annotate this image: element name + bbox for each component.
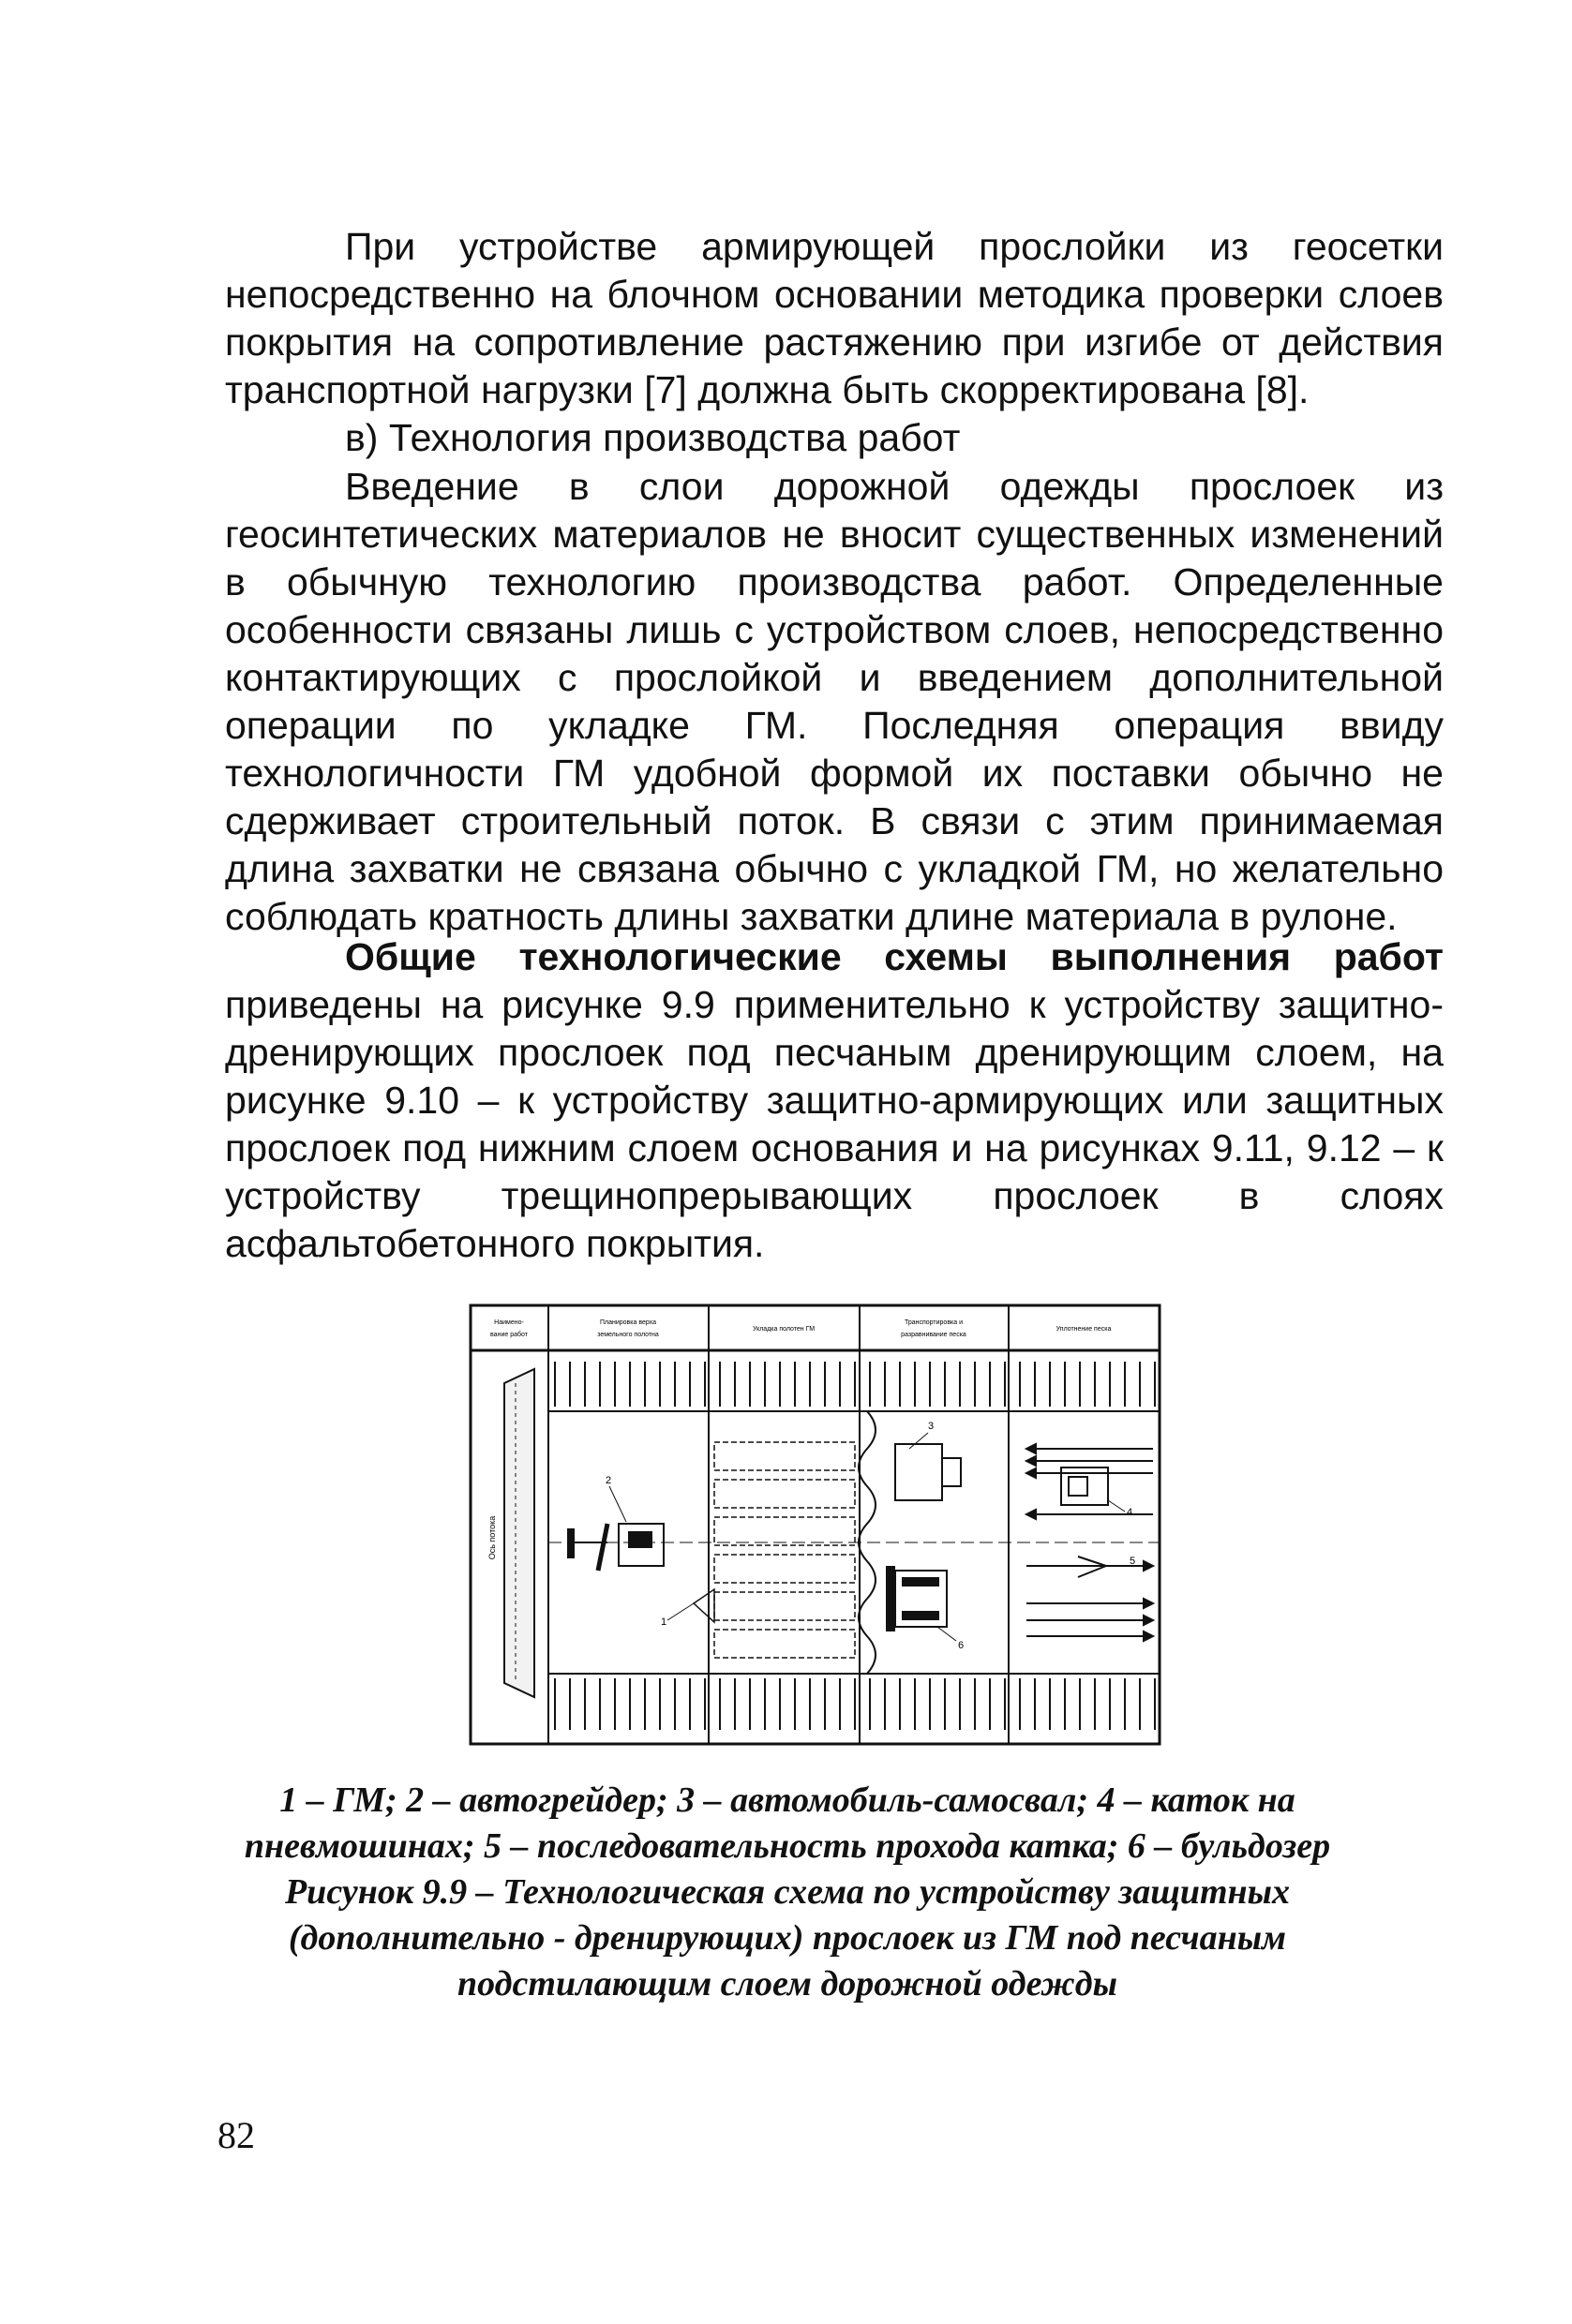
paragraph-3-rest: приведены на рисунке 9.9 применительно к устройству защитно-дренирующих прослоек под песчаным дренирующим слоем, на рисунке 9.10 – к устройству защитно-армирующих или защитных прослоек под нижним слоем основания и на рисунках 9.11, 9.12 – к устройству трещинопрерывающих прослоек в слоях асфальтобетонного покрытия. [225,983,1444,1265]
header-col-2-line-1: Планировка верха [599,1319,657,1326]
gm-strips [667,1442,855,1658]
paragraph-2 [225,463,1444,941]
embankment-section [504,1369,534,1697]
header-col-5: Уплотнение песка [1055,1326,1112,1333]
gm-strip [714,1592,855,1620]
paragraph-3-bold-lead: Общие технологические схемы выполнения работ [345,935,1444,978]
paragraph-1-text: При устройстве армирующей прослойки из геосетки непосредственно на блочном основании методика проверки слоев покрытия на сопротивление растяжению при изгибе от действия транспортной нагрузки [7] должна быть скорректирована [8]. [225,225,1444,411]
scheme-frame [471,1305,1160,1744]
marker-posts-top [555,1362,1155,1407]
marker-posts-bottom [555,1678,1155,1730]
header-col-2-line-2: земельного полотна [597,1332,659,1338]
header-col-4-line-1: Транспортировка и [904,1319,964,1326]
section-heading-text: в) Технология производства работ [345,416,961,459]
flow-axis-label: Ось потока [487,1515,497,1560]
gm-strip [714,1630,855,1658]
paragraph-2-text: Введение в слои дорожной одежды прослоек из геосинтетических материалов не вносит существенных изменений в обычную технологию производства работ. Определенные особенности связаны лишь с устройством слоев, непосредственно контактирующих с прослойкой и введением дополнительной операции по укладке ГМ. Последняя операция ввиду технологичности ГМ удобной формой их поставки обычно не сдерживает строительный поток. В связи с этим принимаемая длина захватки не связана обычно с укладкой ГМ, но желательно соблюдать кратность длины захватки длине материала в рулоне. [225,465,1444,938]
section-heading [225,414,1444,462]
figure-caption [178,1778,1397,2007]
bulldozer [886,1566,956,1641]
gm-strip [714,1555,855,1583]
gm-roll [694,1589,714,1622]
marker-5: 5 [1130,1556,1136,1567]
marker-3: 3 [928,1421,935,1432]
marker-1: 1 [661,1616,667,1628]
motor-grader [567,1486,664,1571]
paragraph-3-text [225,933,1444,1268]
figure-9-9-scheme [469,1304,1162,1747]
page-number: 82 [217,2114,255,2156]
leader-line-1 [667,1603,694,1620]
header-col-4-line-2: разравнивание песка [901,1332,966,1338]
paragraph-1 [225,223,1444,414]
scheme-diagram [469,1304,1162,1747]
marker-2: 2 [606,1475,612,1486]
caption-legend-line-2: пневмошинах; 5 – последовательность прохода катка; 6 – бульдозер [244,1826,1331,1866]
gm-strip [714,1442,855,1470]
gm-strip [714,1517,855,1545]
header-col-1-line-1: Наимено- [494,1319,524,1326]
gm-strip [714,1480,855,1508]
marker-4: 4 [1127,1507,1133,1518]
caption-legend-line-1: 1 – ГМ; 2 – автогрейдер; 3 – автомобиль-самосвал; 4 – каток на [279,1780,1295,1820]
pneumatic-roller [1061,1467,1125,1512]
header-col-3: Укладка полотен ГМ [752,1326,816,1333]
marker-6: 6 [958,1640,965,1651]
caption-title-line-2: (дополнительно - дренирующих) прослоек из ГМ под песчаным [288,1918,1287,1958]
caption-title-line-3: подстилающим слоем дорожной одежды [457,1964,1117,2004]
paragraph-3 [225,933,1444,1268]
dump-truck [895,1433,961,1500]
caption-title-line-1: Рисунок 9.9 – Технологическая схема по устройству защитных [284,1872,1291,1912]
header-col-1-line-2: вание работ [490,1332,528,1338]
